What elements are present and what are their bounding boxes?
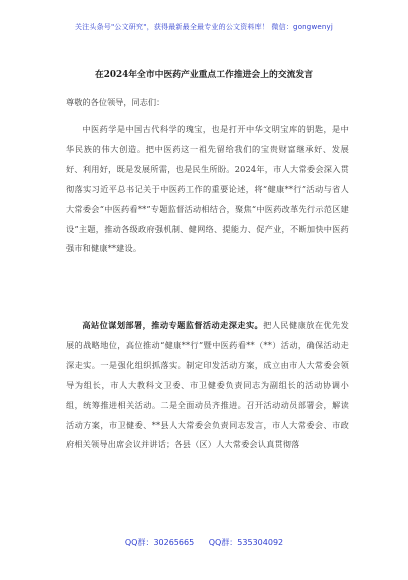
header-banner: 关注头条号"公文研究"，获得最新最全最专业的公文资料库！ 微信：gongwenyj — [74, 23, 334, 31]
paragraph-2 — [66, 316, 349, 455]
paragraph-2-body: 把人民健康放在优先发展的战略地位，高位推动“健康**行”暨中医药看**（**）活动，确保活动走深走实。一是强化组织抓落实。制定印发活动方案，成立由市人大常委会领导为组长，市人大教科文卫委、市卫健委负责同志为副组长的活动协调小组，统筹推进相关活动。二是全面动员齐推进。召开活动动员部署会，解读活动方案，市卫健委、**县人大常委会负责同志发言，市人大常委会、市政府相关领导出席会议并讲话；各县（区）人大常委会认真贯彻落 — [66, 320, 349, 450]
footer-qq-1: QQ群：30265665 — [124, 538, 195, 547]
salutation: 尊敬的各位领导，同志们： — [66, 97, 165, 107]
paragraph-2-lead: 高站位谋划部署，推动专题监督活动走深走实。 — [82, 320, 264, 330]
footer-contact — [0, 537, 408, 548]
document-title: 在2024年全市中医药产业重点工作推进会上的交流发言 — [94, 70, 314, 80]
paragraph-1: 中医药学是中国古代科学的瑰宝，也是打开中华文明宝库的钥匙，是中华民族的伟大创造。把中医药这一祖先留给我们的宝贵财富继承好、发展好、利用好，既是发展所需，也是民生所盼。2024年，市人大常委会深入贯彻落实习近平总书记关于中医药工作的重要论述，将“健康**行”活动与省人大常委会“中医药看**”专题监督活动相结合，聚焦“中医药改革先行示范区建设”主题，推动各级政府强机制、健网络、提能力、促产业，不断加快中医药强市和健康**建设。 — [66, 124, 349, 254]
footer-qq-2: QQ群：535304092 — [208, 538, 284, 547]
